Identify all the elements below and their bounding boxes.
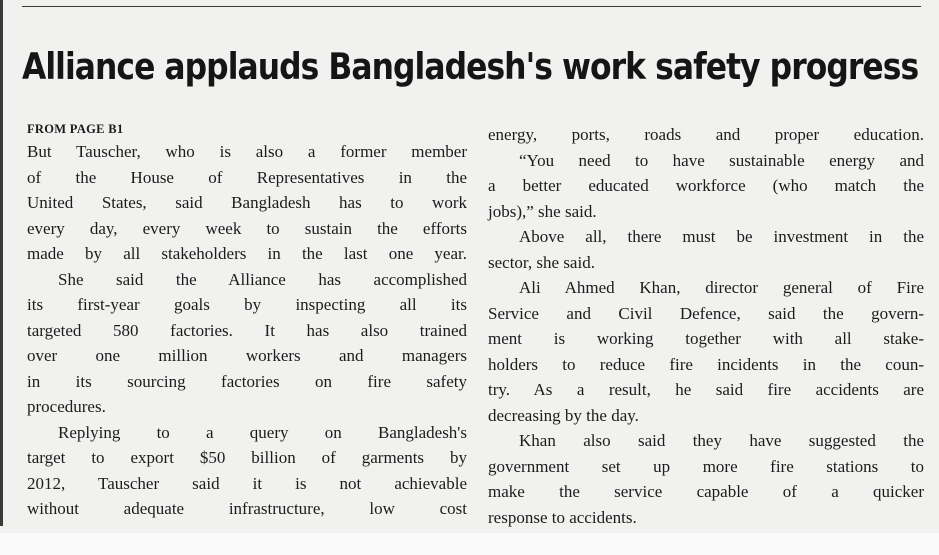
article-text-line: holders to reduce fire incidents in the coun- bbox=[488, 354, 924, 374]
article-text-line: try. As a result, he said fire accidents are bbox=[488, 380, 924, 399]
top-rule bbox=[22, 6, 921, 7]
article-text-line: jobs),” she said. bbox=[488, 201, 597, 221]
article-text-line: its first-year goals by inspecting all its bbox=[27, 295, 467, 314]
article-text-line: targeted 580 factories. It has also trained bbox=[27, 320, 467, 340]
article-text-line: Khan also said they have suggested the bbox=[519, 431, 924, 450]
article-text-line: response to accidents. bbox=[488, 507, 637, 527]
right-column-lines bbox=[488, 122, 924, 530]
article-text-line: procedures. bbox=[27, 397, 106, 416]
article-text-line: a better educated workforce (who match the bbox=[488, 176, 924, 195]
left-column-lines bbox=[27, 139, 467, 522]
page-bottom-edge bbox=[0, 533, 939, 555]
article-text-line: sector, she said. bbox=[488, 252, 595, 272]
article-text-line: energy, ports, roads and proper education. bbox=[488, 125, 924, 144]
article-text-line: decreasing by the day. bbox=[488, 405, 639, 425]
article-text-line: United States, said Bangladesh has to work bbox=[27, 193, 467, 212]
article-text-line: every day, every week to sustain the efforts bbox=[27, 218, 467, 238]
article-text-line: of the House of Representatives in the bbox=[27, 167, 467, 187]
article-text-line: government set up more fire stations to bbox=[488, 456, 924, 476]
article-text-line: Above all, there must be investment in the bbox=[519, 227, 924, 246]
article-text-line: Replying to a query on Bangladesh's bbox=[58, 422, 467, 442]
headline: Alliance applauds Bangladesh's work safety progress bbox=[22, 45, 919, 88]
continuation-kicker: FROM PAGE B1 bbox=[27, 122, 124, 136]
article-text-line: make the service capable of a quicker bbox=[488, 482, 924, 501]
article-text-line: Ali Ahmed Khan, director general of Fire bbox=[519, 278, 924, 297]
article-text-line: 2012, Tauscher said it is not achievable bbox=[27, 473, 467, 493]
article-text-line: But Tauscher, who is also a former member bbox=[27, 142, 467, 161]
article-text-line: in its sourcing factories on fire safety bbox=[27, 371, 467, 391]
article-text-line: made by all stakeholders in the last one year. bbox=[27, 244, 467, 263]
article-text-line: She said the Alliance has accomplished bbox=[58, 269, 467, 289]
article-text-line: target to export $50 billion of garments by bbox=[27, 448, 467, 467]
article-text-line: ment is working together with all stake- bbox=[488, 329, 924, 348]
article-text-line: “You need to have sustainable energy and bbox=[519, 150, 924, 170]
left-rule bbox=[0, 0, 3, 526]
article-text-line: Service and Civil Defence, said the govern- bbox=[488, 303, 924, 323]
article-text-line: without adequate infrastructure, low cost bbox=[27, 499, 467, 518]
article-text-line: over one million workers and managers bbox=[27, 346, 467, 365]
article-column-left bbox=[27, 119, 467, 522]
article-column-right bbox=[488, 122, 924, 530]
